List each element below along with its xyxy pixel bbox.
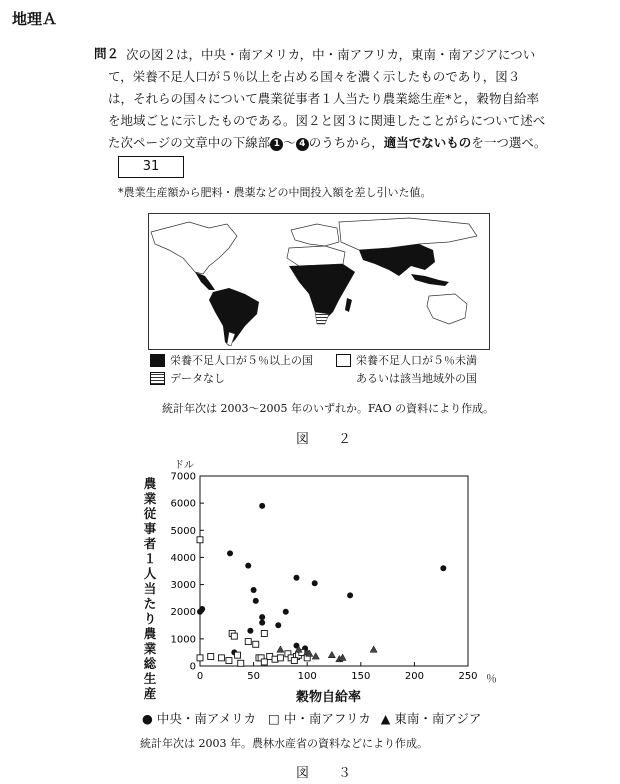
question-line-3: は，それらの国々について農業従事者１人当たり農業総生産*と，穀物自給率 <box>108 91 540 106</box>
point-central-south-america <box>312 580 318 586</box>
legend-dark-label: 栄養不足人口が５％以上の国 <box>170 354 313 367</box>
y-tick-label: 5000 <box>170 525 196 537</box>
point-central-south-africa <box>197 655 203 661</box>
y-axis-label-char: 農 <box>143 476 157 491</box>
question-line-4: を地域ごとに示したものである。図２と図３に関連したことがらについて述べ <box>108 113 546 128</box>
y-axis-label-char: 生 <box>143 671 157 686</box>
point-central-south-america <box>199 606 205 612</box>
point-central-south-america <box>275 622 281 628</box>
y-tick-label: 3000 <box>170 580 196 592</box>
y-axis-label-char: り <box>143 611 157 626</box>
y-tick-label: 0 <box>189 661 196 673</box>
point-central-south-america <box>245 563 251 569</box>
y-tick-label: 2000 <box>170 607 196 619</box>
figure2-source: 統計年次は 2003〜2005 年のいずれか。FAO の資料により作成。 <box>162 402 495 415</box>
y-axis-label-char: １ <box>143 551 157 566</box>
point-central-south-africa <box>291 658 297 664</box>
footnote: *農業生産額から肥料・農薬などの中間投入額を差し引いた値。 <box>118 186 432 199</box>
y-axis-label-char: 業 <box>143 641 157 656</box>
figure3-caption: 図 ３ <box>296 766 360 781</box>
x-tick-label: 50 <box>247 671 260 682</box>
legend-square-icon: □ <box>268 711 280 726</box>
point-central-south-america <box>440 565 446 571</box>
chart-legend <box>142 709 542 727</box>
question-label: 問２ <box>94 46 120 61</box>
point-central-south-africa <box>245 639 251 645</box>
point-central-south-america <box>251 587 257 593</box>
point-southeast-south-asia <box>312 653 319 659</box>
point-central-south-america <box>259 614 265 620</box>
point-central-south-africa <box>231 633 237 639</box>
plot-frame <box>200 476 468 666</box>
x-axis-unit: ％ <box>486 672 497 685</box>
y-axis-label-char: 者 <box>143 536 157 551</box>
point-central-south-africa <box>261 630 267 636</box>
point-central-south-america <box>253 598 259 604</box>
y-tick-label: 1000 <box>170 634 196 646</box>
last-line-mid: のうちから， <box>308 135 384 150</box>
point-central-south-africa <box>261 659 267 665</box>
y-tick-label: 4000 <box>170 552 196 564</box>
point-central-south-africa <box>208 654 214 660</box>
point-southeast-south-asia <box>328 651 335 657</box>
x-axis-label: 穀物自給率 <box>296 690 362 705</box>
point-central-south-america <box>293 575 299 581</box>
y-axis-label-char: 総 <box>143 656 157 671</box>
y-tick-label: 7000 <box>170 471 196 483</box>
page-header: 地理Ａ <box>12 10 58 28</box>
point-central-south-africa <box>235 652 241 658</box>
figure3-source: 統計年次は 2003 年。農林水産省の資料などにより作成。 <box>140 737 428 750</box>
circle-number-1: 1 <box>270 138 283 151</box>
y-axis-label-char: 業 <box>143 491 157 506</box>
point-central-south-america <box>227 550 233 556</box>
point-central-south-america <box>259 503 265 509</box>
question-line-2: て，栄養不足人口が５％以上を占める国々を濃く示したものであり，図３ <box>108 69 521 84</box>
last-line-suffix: を一つ選べ。 <box>471 135 547 150</box>
point-southeast-south-asia <box>277 646 284 652</box>
tilde: 〜 <box>283 135 296 150</box>
x-tick-label: 250 <box>458 671 478 682</box>
point-central-south-america <box>259 620 265 626</box>
y-axis-label-char: 産 <box>143 686 157 701</box>
y-axis-label-char: 従 <box>143 506 157 521</box>
legend-series-3: 東南・南アジア <box>394 711 482 726</box>
point-southeast-south-asia <box>370 646 377 652</box>
answer-number-box: 31 <box>118 156 184 178</box>
y-axis-label-char: 当 <box>143 581 157 596</box>
y-axis-label-char: 農 <box>143 626 157 641</box>
point-central-south-america <box>347 592 353 598</box>
y-axis-label-char: 人 <box>143 566 157 581</box>
point-central-south-africa <box>277 655 283 661</box>
x-tick-label: 0 <box>196 671 204 682</box>
question-line-1: 次の図２は，中央・南アメリカ，中・南アフリカ，東南・南アジアについ <box>126 47 536 62</box>
point-central-south-america <box>283 609 289 615</box>
y-tick-label: 6000 <box>170 498 196 510</box>
x-tick-label: 150 <box>351 671 371 682</box>
figure2-caption: 図 ２ <box>296 432 360 447</box>
y-axis-label <box>143 476 157 701</box>
circle-number-4: 4 <box>296 138 309 151</box>
legend-series-1: 中央・南アメリカ <box>156 711 257 726</box>
point-central-south-africa <box>253 641 259 647</box>
legend-triangle-icon: ▲ <box>380 711 391 726</box>
legend-light-label-1: 栄養不足人口が５％未満 <box>356 354 477 367</box>
point-central-south-africa <box>197 537 203 543</box>
point-central-south-africa <box>226 658 232 664</box>
legend-nodata-label: データなし <box>170 372 225 385</box>
x-tick-label: 100 <box>297 671 317 682</box>
legend-light-label-2: あるいは該当地域外の国 <box>356 372 477 385</box>
point-central-south-america <box>247 628 253 634</box>
y-axis-label-char: 事 <box>143 521 157 536</box>
point-central-south-africa <box>218 655 224 661</box>
legend-series-2: 中・南アフリカ <box>283 711 371 726</box>
y-axis-label-char: た <box>143 596 157 611</box>
emphasis-text: 適当でないもの <box>383 135 472 150</box>
x-tick-label: 200 <box>404 671 424 682</box>
y-axis-unit: ドル <box>174 460 194 471</box>
legend-circle-icon: ● <box>142 711 153 726</box>
point-central-south-africa <box>238 660 244 666</box>
last-line-prefix: た次ページの文章中の下線部 <box>108 135 271 150</box>
